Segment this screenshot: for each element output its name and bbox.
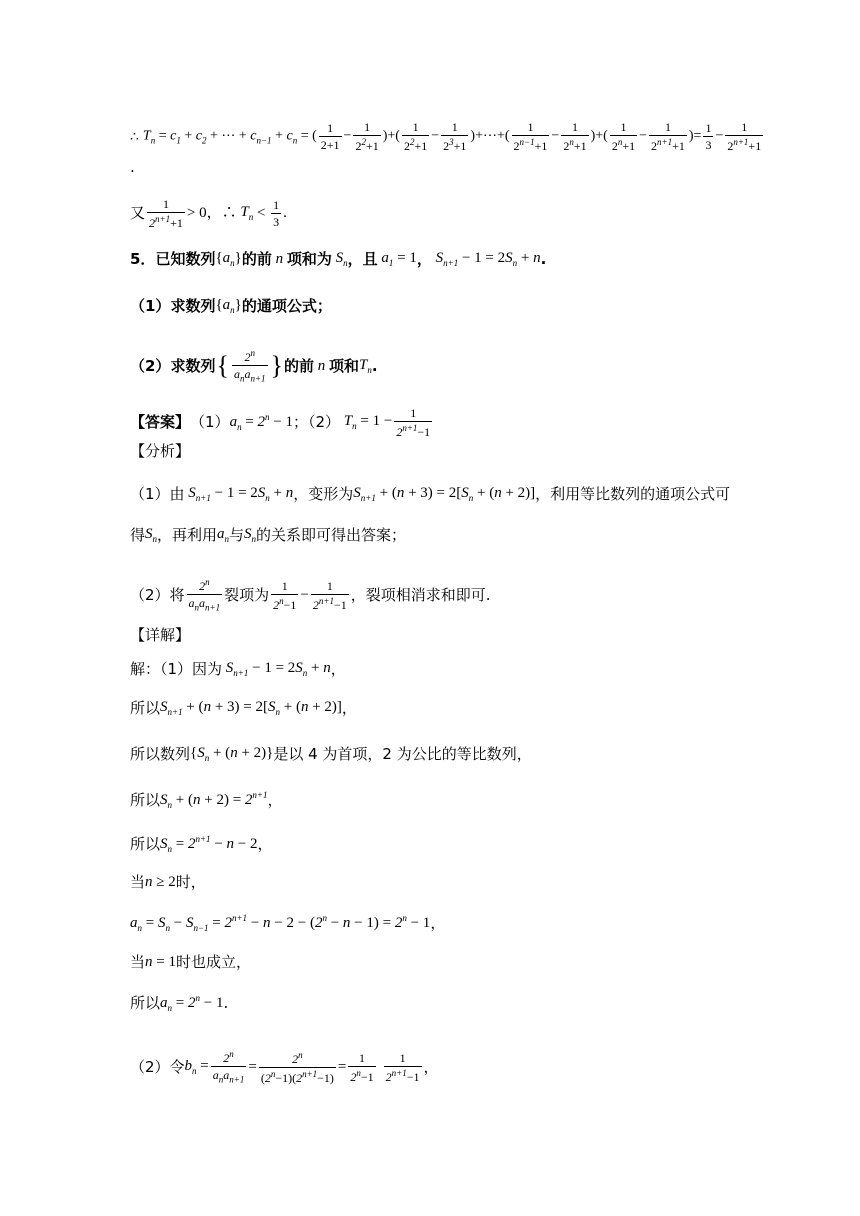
telescoping-sum-line	[130, 121, 800, 152]
part-2-label: （2）	[130, 356, 171, 375]
d9-a: 所以	[130, 994, 161, 1012]
detail-line-8: 当 n = 1 时也成立，	[130, 953, 251, 971]
inequality-line: 又 $\frac{1}{2^{n+1}+1}$ > 0，∴ $T_n$ < $\frac{1}{3}$ .	[130, 197, 287, 230]
an2-c: 与	[229, 526, 245, 544]
d1-a: 解：（1）因为	[130, 660, 223, 678]
analysis-label: 【分析】	[130, 442, 191, 460]
detail-line-3: 所以数列 $\{S_n + (n + 2)\}$ 是以 4 为首项，2 为公比的等比数列，	[130, 745, 532, 763]
answer-separator: ；（2）	[293, 413, 341, 431]
d4-a: 所以	[130, 791, 161, 809]
part-1-text-2: 的通项公式；	[241, 297, 332, 315]
d10-b: ，	[423, 1057, 439, 1076]
period-line	[130, 160, 800, 175]
detail-line-9: 所以 $a_n = 2^n - 1$ .	[130, 993, 229, 1013]
d3-a: 所以数列	[130, 745, 191, 763]
inequality-fraction: $\frac{1}{2^{n+1}+1}$	[149, 197, 183, 230]
q5-text-4: ，且	[347, 250, 378, 268]
analysis-line-2: 得 $S_n$ ，再利用 $a_n$ 与 $S_n$ 的关系即可得出答案；	[130, 526, 407, 544]
d9-b: .	[223, 994, 229, 1012]
question-5: 5． 已知数列 $\{a_n\}$ 的前 n 项和为 $S_n$ ，且 $a_1 = 1$ ， $S_{n+1} - 1 = 2S_n + n$ .	[130, 250, 547, 268]
d2-a: 所以	[130, 699, 161, 717]
an1-c: ，利用等比数列的通项公式可	[535, 485, 731, 503]
you-text: 又	[130, 204, 146, 222]
detail-line-10: （2）令 $b_n$ = $\frac{2^n}{a_na_{n+1}}$ = $\frac{2^n}{(2^n-1)(2^{n+1}-1)}$ = $\frac{1}{2^n-1}$ $\frac{1}{2^{n+1}-1}$ ，	[130, 1049, 439, 1085]
analysis-line-3: （2）将 $\frac{2^n}{a_na_{n+1}}$ 裂项为 $\frac{1}{2^n-1}$ − $\frac{1}{2^{n+1}-1}$ ，裂项相消求和即可.	[130, 577, 491, 613]
d7-b: ，	[430, 914, 446, 932]
detail-line-4: 所以 $S_n + (n + 2) = 2^{n+1}$ ，	[130, 790, 283, 810]
an1-b: ，变形为	[293, 485, 354, 503]
analysis-heading	[130, 444, 800, 459]
an1-a: （1）由	[130, 485, 185, 503]
part-1-label: （1）	[130, 297, 171, 315]
d3-b: 是以 4 为首项，2 为公比的等比数列，	[273, 745, 532, 763]
question-number: 5．	[130, 250, 156, 268]
answer-label: 【答案】	[130, 413, 191, 431]
q5-text-2: 的前	[241, 250, 272, 268]
q5-text-5: ，	[416, 250, 432, 268]
an3-c: ，裂项相消求和即可.	[350, 585, 491, 604]
d6-a: 当	[130, 873, 146, 891]
d4-b: ，	[267, 791, 283, 809]
detail-line-6: 当 n ≥ 2 时，	[130, 873, 206, 891]
detail-line-7: $a_n = S_n - S_{n-1} = 2^{n+1} - n - 2 - (2^n - n - 1) = 2^n - 1$ ，	[130, 913, 446, 933]
telescoping-sum-formula: $T_n = c_1 + c_2$ + ⋯ + $c_{n-1} + c_n$ = ( $\frac{1}{2+1}$ − $\frac{1}{2^2+1}$ )+( $\frac{1}{2^2+1}$ − $\frac{1}{2^3+1}$ )+⋯+( $\frac{1}{2^{n-1}+1}$ − $\frac{1}{2^n+1}$ )+( $\frac{1}{2^n+1}$ − $\frac{1}{2^{n+1}+1}$ )= $\frac{1}{3}$ − $\frac{1}{2^{n+1}+1}$	[142, 120, 762, 153]
question-5-part-2: （2） 求数列 { $\frac{2^n}{a_na_{n+1}}$ } 的前 n 项和 $T_n$ .	[130, 348, 378, 384]
d6-b: 时，	[175, 873, 206, 891]
d10-a: （2）令	[130, 1057, 185, 1076]
detail-label: 【详解】	[130, 626, 191, 644]
q5-text-3: 项和为	[286, 250, 332, 268]
part-2-text-4: .	[371, 356, 378, 375]
part-2-text-2: 的前	[284, 356, 315, 375]
an3-a: （2）将	[130, 585, 185, 604]
d5-b: ，	[257, 835, 273, 853]
d8-a: 当	[130, 953, 146, 971]
an2-a: 得	[130, 526, 146, 544]
answer-part-1-label: （1）	[190, 413, 230, 431]
an2-b: ，再利用	[157, 526, 218, 544]
detail-line-1: 解：（1）因为 $S_{n+1} - 1 = 2S_n + n$ ，	[130, 660, 346, 678]
part-2-text-3: 项和	[329, 356, 360, 375]
part-2-text-1: 求数列	[170, 356, 216, 375]
detail-line-2: 所以 $S_{n+1} + (n + 3) = 2[S_n + (n + 2)]$ ，	[130, 699, 357, 717]
q5-text-1: 已知数列	[155, 250, 216, 268]
d1-b: ，	[330, 660, 346, 678]
detail-line-5: 所以 $S_n = 2^{n+1} - n - 2$ ，	[130, 834, 273, 854]
q5-text-6: .	[540, 250, 547, 268]
d2-b: ，	[341, 699, 357, 717]
an2-d: 的关系即可得出答案；	[256, 526, 407, 544]
seq-an: $\{a_n\}$	[215, 250, 242, 268]
detail-heading	[130, 628, 800, 643]
part-1-text-1: 求数列	[170, 297, 216, 315]
analysis-line-1: （1）由 $S_{n+1} - 1 = 2S_n + n$ ，变形为 $S_{n+1} + (n + 3) = 2[S_n + (n + 2)]$ ，利用等比数列的通项公式可	[130, 485, 731, 503]
an3-b: 裂项为	[224, 585, 270, 604]
question-5-part-1: （1） 求数列 $\{a_n\}$ 的通项公式；	[130, 297, 332, 315]
d5-a: 所以	[130, 835, 161, 853]
therefore-symbol: ∴	[130, 128, 139, 145]
answer-line: 【答案】 （1） $a_n = 2^n - 1$ ；（2） $T_n = 1$ − $\frac{1}{2^{n+1}-1}$	[130, 406, 431, 439]
period: .	[130, 158, 135, 176]
d8-b: 时也成立，	[175, 953, 251, 971]
